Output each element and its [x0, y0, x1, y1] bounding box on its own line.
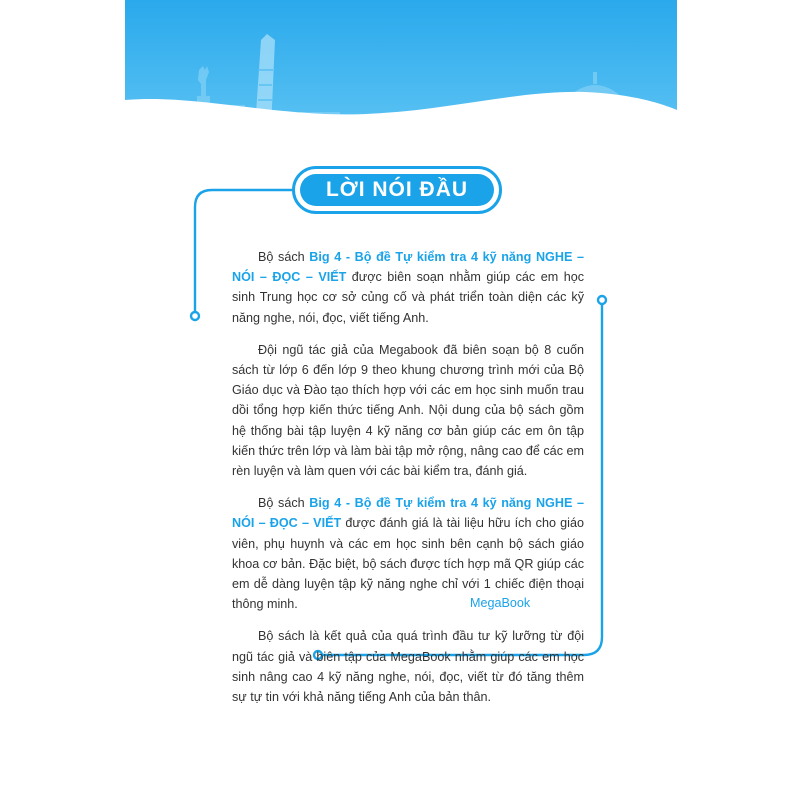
preface-body [232, 247, 584, 719]
paragraph-4: Bộ sách là kết quả của quá trình đầu tư kỹ lưỡng từ đội ngũ tác giả và biên tập của MegaBook nhằm giúp các em học sinh nâng cao 4 kỹ năng nghe, nói, đọc, viết từ đó tăng thêm sự tự tin với khả năng tiếng Anh của bản thân. [232, 629, 584, 705]
page-title: LỜI NÓI ĐẦU [325, 178, 469, 201]
paragraph-1-rest: được biên soạn nhằm giúp các em học sinh Trung học cơ sở củng cố và phát triển toàn diện các kỹ năng nghe, nói, đọc, viết tiếng Anh. [232, 270, 584, 325]
paragraph-3-rest: được đánh giá là tài liệu hữu ích cho giáo viên, phụ huynh và các em học sinh bên cạnh bộ sách giáo khoa cơ bản. Đặc biệt, bộ sách được tích hợp mã QR giúp các em dễ dàng luyện tập kỹ năng nghe chỉ với 1 chiếc điện thoại thông minh. [232, 516, 584, 612]
paragraph-3-lead: Bộ sách [258, 496, 310, 511]
title-badge-fill [300, 174, 494, 206]
paragraph-1 [232, 247, 584, 328]
book-title-highlight: Big 4 - Bộ đề Tự kiểm tra 4 kỹ năng NGHE – NÓI – ĐỌC – VIẾT [232, 250, 584, 285]
paragraph-2: Đội ngũ tác giả của Megabook đã biên soạn bộ 8 cuốn sách từ lớp 6 đến lớp 9 theo khung chương trình mới của Bộ Giáo dục và Đào tạo thích hợp với các em học sinh muốn trau dồi tổng hợp kiến thức tiếng Anh. Nội dung của bộ sách gồm hệ thống bài tập luyện 4 kỹ năng cơ bản giúp các em ôn tập kiến thức trên lớp và làm bài tập mở rộng, nâng cao để các em rèn luyện và làm quen với các bài kiểm tra, đánh giá. [232, 342, 584, 479]
paragraph-1-lead: Bộ sách [258, 250, 310, 264]
title-badge [292, 166, 502, 214]
book-title-highlight: Big 4 - Bộ đề Tự kiểm tra 4 kỹ năng NGHE – NÓI – ĐỌC – VIẾT [232, 496, 584, 531]
signature: MegaBook [470, 596, 531, 610]
